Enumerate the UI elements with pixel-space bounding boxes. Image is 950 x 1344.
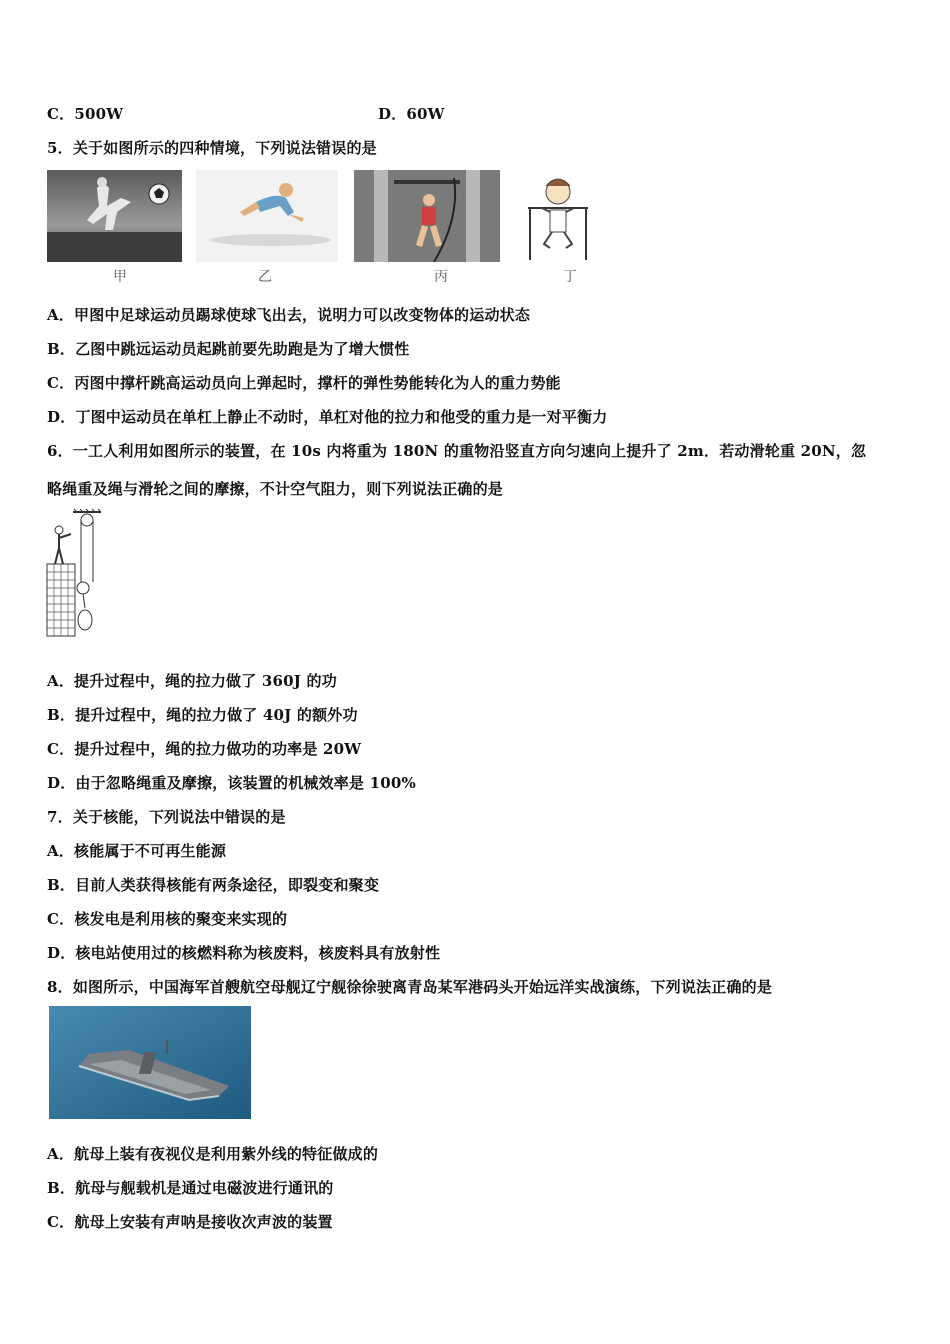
q6-stem-line2: 略绳重及绳与滑轮之间的摩擦，不计空气阻力，则下列说法正确的是 xyxy=(47,480,504,498)
q5-option-c: C．丙图中撑杆跳高运动员向上弹起时，撑杆的弹性势能转化为人的重力势能 xyxy=(47,374,561,392)
q5-option-d: D．丁图中运动员在单杠上静止不动时，单杠对他的拉力和他受的重力是一对平衡力 xyxy=(47,408,608,426)
q7-option-b: B．目前人类获得核能有两条途径，即裂变和聚变 xyxy=(47,876,380,894)
q6-option-b: B．提升过程中，绳的拉力做了 40J 的额外功 xyxy=(47,706,358,724)
q6-option-c: C．提升过程中，绳的拉力做功的功率是 20W xyxy=(47,740,362,758)
figure-horizontal-bar xyxy=(522,170,594,262)
q8-option-b: B．航母与舰载机是通过电磁波进行通讯的 xyxy=(47,1179,334,1197)
q8-option-c: C．航母上安装有声呐是接收次声波的装置 xyxy=(47,1213,333,1231)
figure-pulley-worker xyxy=(45,508,105,638)
caption-yi: 乙 xyxy=(258,269,272,285)
figure-pole-vaulter xyxy=(354,170,500,262)
q4-option-c: C．500W xyxy=(47,105,124,123)
caption-ding: 丁 xyxy=(563,269,577,285)
figure-soccer-player xyxy=(47,170,182,262)
q7-stem: 7．关于核能，下列说法中错误的是 xyxy=(47,808,286,826)
q7-option-c: C．核发电是利用核的聚变来实现的 xyxy=(47,910,288,928)
q6-stem-line1: 6．一工人利用如图所示的装置，在 10s 内将重为 180N 的重物沿竖直方向匀速向上提升了 2m．若动滑轮重 20N，忽 xyxy=(47,442,867,460)
q7-option-d: D．核电站使用过的核燃料称为核废料，核废料具有放射性 xyxy=(47,944,441,962)
q5-stem: 5．关于如图所示的四种情境，下列说法错误的是 xyxy=(47,139,377,157)
figure-aircraft-carrier xyxy=(49,1006,251,1119)
q4-option-d: D．60W xyxy=(378,105,445,123)
caption-bing: 丙 xyxy=(434,269,448,285)
q6-option-a: A．提升过程中，绳的拉力做了 360J 的功 xyxy=(47,672,337,690)
q8-option-a: A．航母上装有夜视仪是利用紫外线的特征做成的 xyxy=(47,1145,379,1163)
q6-option-d: D．由于忽略绳重及摩擦，该装置的机械效率是 100% xyxy=(47,774,416,792)
q7-option-a: A．核能属于不可再生能源 xyxy=(47,842,227,860)
q5-option-a: A．甲图中足球运动员踢球使球飞出去，说明力可以改变物体的运动状态 xyxy=(47,306,531,324)
q8-stem: 8．如图所示，中国海军首艘航空母舰辽宁舰徐徐驶离青岛某军港码头开始远洋实战演练，下列说法正确的是 xyxy=(47,978,773,996)
figure-long-jumper xyxy=(196,170,338,262)
caption-jia: 甲 xyxy=(113,269,127,285)
q5-option-b: B．乙图中跳远运动员起跳前要先助跑是为了增大惯性 xyxy=(47,340,410,358)
